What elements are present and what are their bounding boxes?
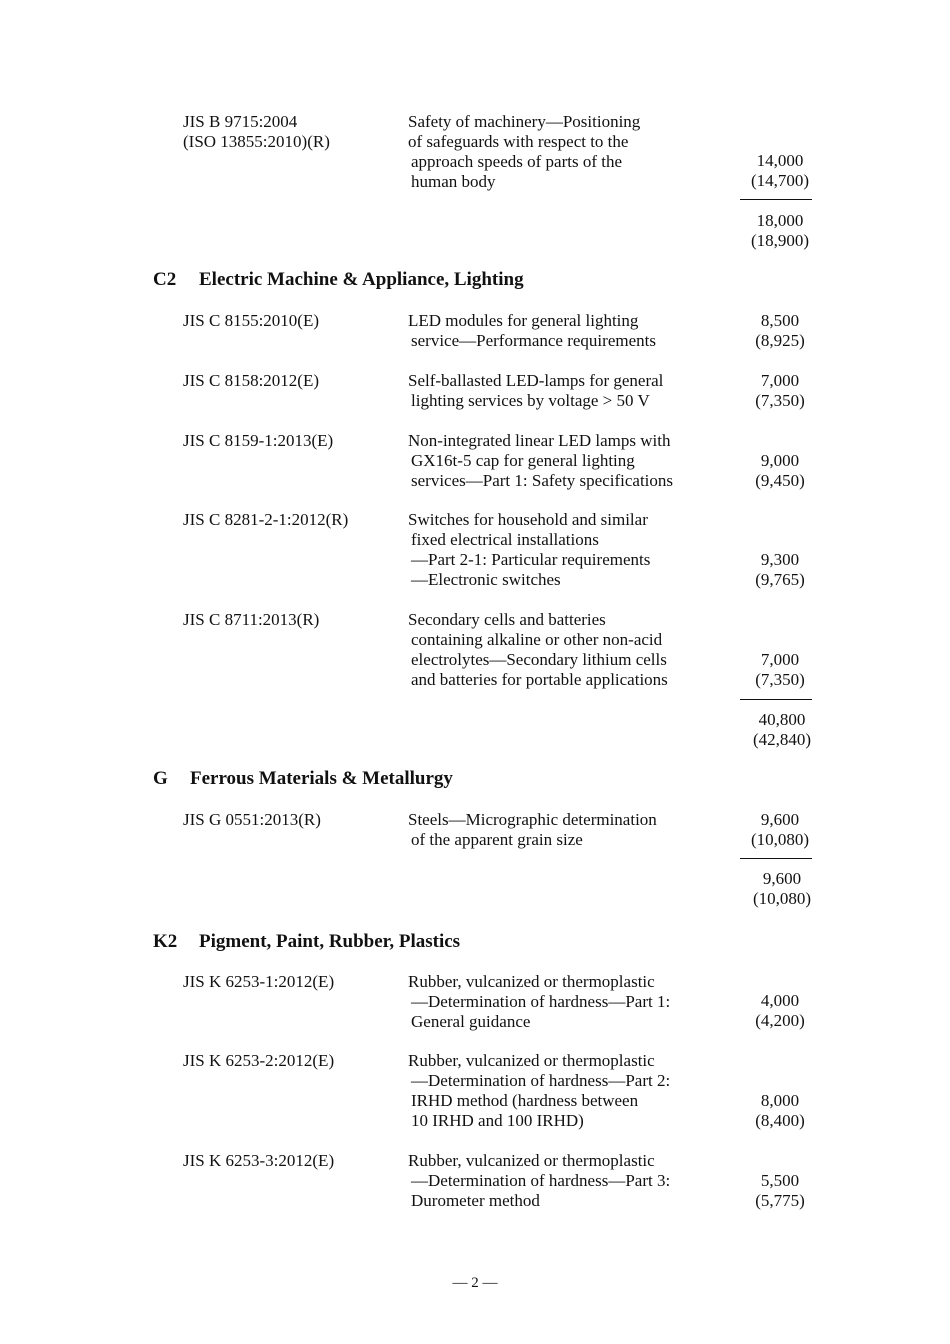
price-with-tax: (5,775)	[755, 1191, 805, 1210]
standard-description: Rubber, vulcanized or thermoplastic —Determination of hardness—Part 3: Durometer method	[408, 1151, 671, 1210]
subtotal-with-tax: (10,080)	[752, 889, 812, 908]
section-code: K2	[153, 931, 178, 952]
price-with-tax: (7,350)	[755, 391, 805, 410]
subtotal-rule	[740, 199, 812, 200]
price-with-tax: (7,350)	[755, 670, 805, 689]
standard-code: JIS K 6253-1:2012(E)	[183, 972, 335, 991]
standard-description: LED modules for general lighting service—Performance requirements	[408, 311, 656, 350]
subtotal	[725, 211, 835, 251]
standard-description: Safety of machinery—Positioning of safeguards with respect to the approach speeds of parts of the human body	[408, 112, 641, 191]
price-value: 7,000	[760, 650, 800, 669]
price	[725, 371, 835, 411]
subtotal-value: 18,000	[756, 211, 804, 230]
standard-code: JIS C 8159-1:2013(E)	[183, 431, 334, 450]
price	[725, 311, 835, 351]
standard-description: Non-integrated linear LED lamps with GX16t-5 cap for general lighting services—Part 1: Safety specifications	[408, 431, 674, 490]
section-title: Ferrous Materials & Metallurgy	[190, 768, 453, 789]
subtotal-rule	[740, 699, 812, 700]
subtotal-with-tax: (18,900)	[750, 231, 810, 250]
standard-code: JIS C 8155:2010(E)	[183, 311, 319, 330]
price-value: 5,500	[760, 1171, 800, 1190]
standard-description: Secondary cells and batteries containing alkaline or other non-acid electrolytes—Secondary lithium cells and batteries for portable applications	[408, 610, 668, 689]
standard-code: JIS K 6253-2:2012(E)	[183, 1051, 335, 1070]
price-with-tax: (14,700)	[750, 171, 810, 190]
page-number: — 2 —	[452, 1275, 498, 1291]
price	[725, 550, 835, 590]
price	[725, 151, 835, 191]
price-with-tax: (9,765)	[755, 570, 805, 589]
standard-code: JIS G 0551:2013(R)	[183, 810, 321, 829]
standard-code: JIS C 8281-2-1:2012(R)	[183, 510, 349, 529]
standard-code: JIS K 6253-3:2012(E)	[183, 1151, 335, 1170]
price	[725, 810, 835, 850]
price-with-tax: (8,925)	[755, 331, 805, 350]
subtotal	[727, 869, 837, 909]
price-value: 7,000	[760, 371, 800, 390]
price	[725, 991, 835, 1031]
price	[725, 1171, 835, 1211]
subtotal-with-tax: (42,840)	[752, 730, 812, 749]
standard-code: JIS C 8711:2013(R)	[183, 610, 320, 629]
price-with-tax: (4,200)	[755, 1011, 805, 1030]
price	[725, 650, 835, 690]
section-title: Electric Machine & Appliance, Lighting	[199, 269, 524, 290]
subtotal	[727, 710, 837, 750]
standard-description: Rubber, vulcanized or thermoplastic —Determination of hardness—Part 1: General guidance	[408, 972, 671, 1031]
price	[725, 1091, 835, 1131]
price-value: 8,500	[760, 311, 800, 330]
price-value: 4,000	[760, 991, 800, 1010]
price-value: 9,600	[760, 810, 800, 829]
price-value: 8,000	[760, 1091, 800, 1110]
price-with-tax: (8,400)	[755, 1111, 805, 1130]
price-value: 9,000	[760, 451, 800, 470]
standard-description: Steels—Micrographic determination of the apparent grain size	[408, 810, 657, 849]
subtotal-value: 40,800	[758, 710, 806, 729]
subtotal-value: 9,600	[762, 869, 802, 888]
standard-code: JIS C 8158:2012(E)	[183, 371, 319, 390]
price-with-tax: (10,080)	[750, 830, 810, 849]
standard-description: Switches for household and similar fixed electrical installations —Part 2-1: Particular requirements —Electronic switches	[408, 510, 651, 589]
subtotal-rule	[740, 858, 812, 859]
price-value: 14,000	[756, 151, 804, 170]
standard-description: Rubber, vulcanized or thermoplastic —Determination of hardness—Part 2: IRHD method (hardness between 10 IRHD and 100 IRHD)	[408, 1051, 671, 1130]
section-code: C2	[153, 269, 177, 290]
price	[725, 451, 835, 491]
price-with-tax: (9,450)	[755, 471, 805, 490]
standard-code: JIS B 9715:2004 (ISO 13855:2010)(R)	[183, 112, 330, 151]
standard-description: Self-ballasted LED-lamps for general lighting services by voltage > 50 V	[408, 371, 664, 410]
section-code: G	[153, 768, 168, 789]
price-value: 9,300	[760, 550, 800, 569]
section-title: Pigment, Paint, Rubber, Plastics	[199, 931, 461, 952]
